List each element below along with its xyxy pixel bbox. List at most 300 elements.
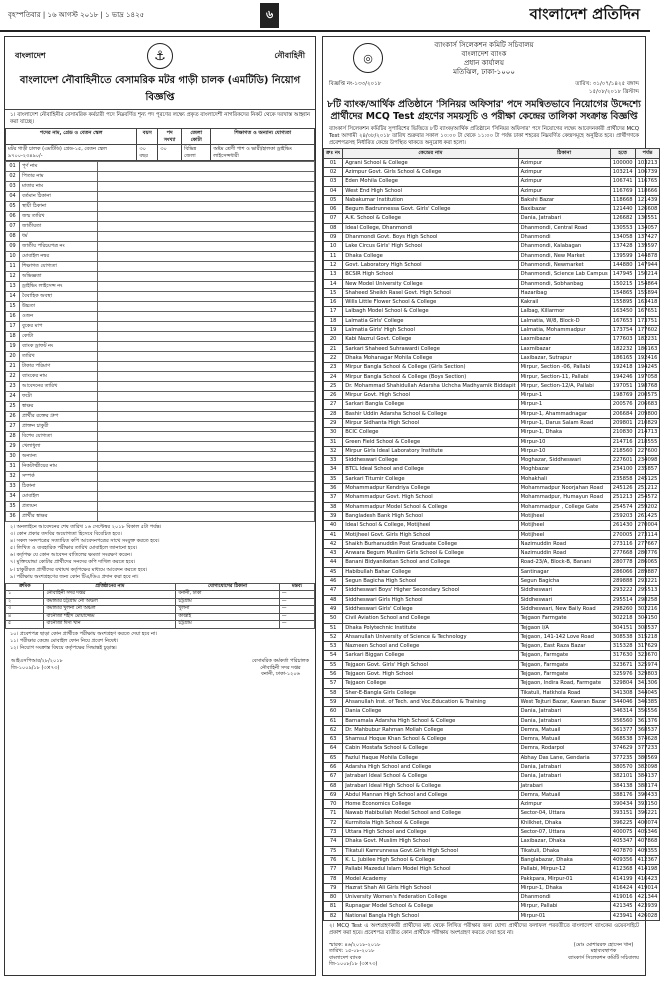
center-row: [324, 883, 660, 892]
center-row: [324, 474, 660, 483]
form-field-label: বিশেষ যোগ্যতা: [20, 432, 98, 442]
navy-emblem-icon: ⚓: [147, 43, 173, 69]
center-cell: University Women's Federation College: [343, 893, 518, 902]
bank-footer-signatory: (মোঃ মোশাররফ হোসেন খান) মহাব্যবস্থাপক ব্যাংকার্স সিলেকশন কমিটি সচিবালয়: [568, 941, 639, 961]
center-row: [324, 409, 660, 418]
center-cell: Agrani School & College: [343, 158, 518, 167]
form-field-value: [98, 482, 315, 492]
center-row: [324, 484, 660, 493]
center-cell: Motijheel Govt. Girls High School: [343, 530, 518, 539]
center-cell: Tejgaon Govt. Girls' High School: [343, 660, 518, 669]
center-row: [324, 818, 660, 827]
navy-footer: [5, 654, 315, 682]
center-row: [324, 400, 660, 409]
form-row-number: 35: [6, 502, 20, 512]
center-cell: 25: [324, 381, 343, 390]
center-cell: 400074: [635, 818, 660, 827]
center-cell: 144880: [610, 260, 635, 269]
center-cell: 197051: [610, 381, 635, 390]
center-cell: Mirpur, Section -06, Pallabi: [518, 363, 610, 372]
center-cell: 73: [324, 828, 343, 837]
center-cell: 416424: [610, 883, 635, 892]
center-cell: 144878: [635, 251, 660, 260]
form-field-value: [98, 322, 315, 332]
center-cell: 63: [324, 735, 343, 744]
center-cell: Dhanmondi: [518, 893, 610, 902]
center-cell: 31: [324, 437, 343, 446]
bank-footer-ref: স্মারক: ৪৬/২০১৮-২০১৮ তারিখ: ১৫-০৮-২০১৮ বাংলাদেশ ব্যাংক জি-১০০৮/১৮ (৩×৭৩): [329, 941, 381, 968]
center-cell: West Tejturi Bazar, Kawran Bazar: [518, 697, 610, 706]
center-cell: 368538: [610, 735, 635, 744]
form-row-number: 34: [6, 492, 20, 502]
center-row: [324, 260, 660, 269]
center-cell: 227600: [635, 446, 660, 455]
center-cell: A.K. School & College: [343, 214, 518, 223]
center-cell: BTCL Ideal School and College: [343, 465, 518, 474]
center-cell: Ideal School & College, Motijheel: [343, 521, 518, 530]
center-cell: Nabakumar Institution: [343, 195, 518, 204]
center-cell: Sher-E-Bangla Girls College: [343, 688, 518, 697]
center-cell: 65: [324, 753, 343, 762]
center-cell: Home Economics College: [343, 800, 518, 809]
office-cell: —: [279, 591, 314, 599]
center-cell: 32: [324, 446, 343, 455]
navy-ad-title: বাংলাদেশ নৌবাহিনীতে বেসামরিক মটর গাড়ী চালক (এমটিডি) নিয়োগ বিজ্ঞপ্তি: [5, 71, 315, 110]
center-cell: Sector-04, Uttara: [518, 809, 610, 818]
form-row-number: 25: [6, 402, 20, 412]
center-cell: 45: [324, 567, 343, 576]
form-field-value: [98, 412, 315, 422]
center-cell: Lalmatia Girls' College: [343, 316, 518, 325]
center-cell: 298258: [635, 595, 660, 604]
center-cell: Mohakhali: [518, 474, 610, 483]
center-cell: Khilkhet, Dhaka: [518, 818, 610, 827]
form-row: [6, 172, 315, 182]
center-cell: Nazneen School and College: [343, 642, 518, 651]
center-row: [324, 158, 660, 167]
center-cell: 377233: [635, 744, 660, 753]
center-cell: Mirpur Bangla School & College (Girls Section): [343, 363, 518, 372]
center-cell: Tejgaon College: [343, 679, 518, 688]
center-cell: 206683: [635, 400, 660, 409]
center-row: [324, 279, 660, 288]
center-cell: Dhaka Mohanagar Mohila College: [343, 353, 518, 362]
form-field-label: ঠিকানা: [20, 482, 98, 492]
center-cell: West End High School: [343, 186, 518, 195]
center-cell: 58: [324, 688, 343, 697]
memo-date: তারিখ: ৩১/০৭/১৪২৫ বঙ্গাব্দ ১৫/০৮/২০১৮ খ্রিস্টাব্দ: [575, 81, 639, 95]
center-row: [324, 456, 660, 465]
center-cell: 210830: [610, 428, 635, 437]
form-row: [6, 402, 315, 412]
center-cell: 286066: [610, 567, 635, 576]
vacancy-cell: বিভিন্ন জেলা: [182, 145, 211, 161]
note-line: ২। অনলাইনে আবেদনের শেষ তারিখ ১৬ সেপ্টেম্বর ২০১৮ বিকাল ৫টা পর্যন্ত।: [10, 524, 162, 530]
center-cell: 18: [324, 316, 343, 325]
vacancy-header: শিক্ষাগত ও অন্যান্য যোগ্যতা: [211, 129, 315, 145]
form-row-number: 01: [6, 162, 20, 172]
center-cell: 163418: [635, 298, 660, 307]
center-cell: 259202: [635, 502, 660, 511]
office-cell: বানৌজা শহীদ মোয়াজ্জেম: [44, 613, 176, 621]
center-cell: 20: [324, 335, 343, 344]
center-cell: Mohammadpur , College Gate: [518, 502, 610, 511]
form-row-number: 07: [6, 222, 20, 232]
note-line: ৩। কোন প্রকার তদবির অযোগ্যতা হিসেবে বিবেচিত হবে।: [10, 531, 122, 538]
center-cell: 59: [324, 697, 343, 706]
center-cell: 01: [324, 158, 343, 167]
form-row-number: 36: [6, 512, 20, 522]
form-row: [6, 502, 315, 512]
center-row: [324, 632, 660, 641]
center-cell: Anwara Begum Muslim Girls School & College: [343, 549, 518, 558]
form-field-value: [98, 242, 315, 252]
center-cell: Begum Badrunnessa Govt. Girls' College: [343, 205, 518, 214]
center-row: [324, 744, 660, 753]
center-cell: Pakkpara, Mirpur-01: [518, 874, 610, 883]
form-field-label: সম্পর্ক: [20, 472, 98, 482]
center-cell: 308538: [610, 632, 635, 641]
center-row: [324, 344, 660, 353]
center-cell: 325976: [610, 670, 635, 679]
form-field-label: তারিখ: [20, 352, 98, 362]
center-row: [324, 381, 660, 390]
vacancy-header: পদের নাম, গ্রেড ও বেতন স্কেল: [6, 129, 137, 145]
center-cell: Model Academy: [343, 874, 518, 883]
office-cell: ৩: [6, 606, 44, 614]
navy-footer-code: জি-১০০৯/১৮ (৩×৭৩): [11, 664, 60, 671]
center-cell: 374629: [610, 744, 635, 753]
center-cell: 377235: [610, 753, 635, 762]
center-cell: Moghbazar: [518, 465, 610, 474]
form-field-label: জাতীয় পরিচয়পত্র নং: [20, 242, 98, 252]
center-cell: 78: [324, 874, 343, 883]
center-cell: 173751: [635, 316, 660, 325]
form-field-label: শিক্ষাগত যোগ্যতা: [20, 262, 98, 272]
center-row: [324, 688, 660, 697]
center-cell: 11: [324, 251, 343, 260]
form-row: [6, 432, 315, 442]
center-cell: 126682: [610, 214, 635, 223]
form-field-value: [98, 332, 315, 342]
bangladesh-bank-logo-icon: ◎: [353, 43, 383, 73]
center-row: [324, 707, 660, 716]
form-field-label: মোবাইল নম্বর: [20, 252, 98, 262]
center-cell: 374628: [635, 735, 660, 744]
center-cell: Azimpur: [518, 800, 610, 809]
center-row: [324, 242, 660, 251]
form-row-number: 15: [6, 302, 20, 312]
form-row-number: 31: [6, 462, 20, 472]
office-row: [6, 591, 315, 599]
center-cell: Mirpur-1, Ahammadnagar: [518, 409, 610, 418]
center-cell: Dania, Jatrabari: [518, 762, 610, 771]
center-cell: 245125: [635, 474, 660, 483]
center-row: [324, 893, 660, 902]
center-cell: 24: [324, 372, 343, 381]
form-field-value: [98, 272, 315, 282]
center-cell: 368537: [635, 725, 660, 734]
center-cell: 53: [324, 642, 343, 651]
center-cell: 393151: [610, 809, 635, 818]
form-field-value: [98, 442, 315, 452]
center-cell: Motijheel: [518, 530, 610, 539]
office-row: [6, 621, 315, 629]
center-cell: 106739: [635, 167, 660, 176]
center-cell: Tejgaon, Farmgate: [518, 670, 610, 679]
center-cell: Bakshi Bazar: [518, 195, 610, 204]
center-cell: Nawab Habibullah Model School and College: [343, 809, 518, 818]
center-cell: Abdul Mannan High School and College: [343, 790, 518, 799]
note-line: ৪। সকল সনদপত্রের সত্যায়িত কপি আবেদনপত্রের সাথে সংযুক্ত করতে হবে।: [10, 538, 160, 545]
center-row: [324, 233, 660, 242]
center-cell: 414198: [635, 865, 660, 874]
center-cell: 200575: [635, 391, 660, 400]
office-header: ক্রমিক: [6, 583, 44, 591]
form-row-number: 02: [6, 172, 20, 182]
center-cell: Mirpur-01: [518, 911, 610, 920]
form-row: [6, 362, 315, 372]
office-cell: ৫: [6, 621, 44, 629]
center-cell: 07: [324, 214, 343, 223]
form-row: [6, 192, 315, 202]
center-cell: 315218: [635, 632, 660, 641]
center-cell: Dania, Jatrabari: [518, 707, 610, 716]
form-row: [6, 312, 315, 322]
center-row: [324, 353, 660, 362]
center-cell: Tikatuli Kamrunnesa Govt.Girls High School: [343, 846, 518, 855]
form-field-label: মোবাইল: [20, 492, 98, 502]
center-cell: 167651: [635, 307, 660, 316]
center-row: [324, 660, 660, 669]
center-row: [324, 697, 660, 706]
center-cell: Jatrabari: [518, 781, 610, 790]
center-cell: 214716: [610, 437, 635, 446]
center-cell: 77: [324, 865, 343, 874]
form-field-label: আবেদনের তারিখ: [20, 382, 98, 392]
center-cell: Dr. Mahbubur Rahman Mollah College: [343, 725, 518, 734]
center-cell: 254574: [610, 502, 635, 511]
form-field-value: [98, 422, 315, 432]
center-cell: 384138: [610, 781, 635, 790]
center-row: [324, 772, 660, 781]
form-field-value: [98, 192, 315, 202]
center-cell: Tejgaon Govt. High School: [343, 670, 518, 679]
center-cell: 317629: [635, 642, 660, 651]
center-cell: Siddheswari, New Baily Road: [518, 604, 610, 613]
form-field-value: [98, 252, 315, 262]
center-cell: 356560: [610, 716, 635, 725]
center-cell: 139599: [610, 251, 635, 260]
form-field-value: [98, 312, 315, 322]
center-cell: 341308: [610, 688, 635, 697]
center-cell: Kabi Nazrul Govt. College: [343, 335, 518, 344]
form-row-number: 08: [6, 232, 20, 242]
center-row: [324, 586, 660, 595]
vacancy-cell: মটর গাড়ী চালক (এমটিডি) গ্রেড-১৫, বেতন স্কেল ৯৭০০-২৩৪৯০/-: [6, 145, 137, 161]
center-cell: 76: [324, 855, 343, 864]
form-row: [6, 482, 315, 492]
center-cell: New Model University College: [343, 279, 518, 288]
vacancy-table: [5, 128, 315, 161]
center-cell: 325974: [635, 660, 660, 669]
form-field-value: [98, 202, 315, 212]
exam-notice-title: ৮টি ব্যাংক/আর্থিক প্রতিষ্ঠানে 'সিনিয়র অফিসার' পদে সমন্বিতভাবে নিয়োগের উদ্দেশ্যে প্রার্থীদের MCQ Test গ্রহণের সময়সূচি ও পরীক্ষা কেন্দ্রের তালিকা সংক্রান্ত বিজ্ঞপ্তি: [327, 99, 641, 122]
center-row: [324, 419, 660, 428]
center-cell: 130551: [635, 214, 660, 223]
bank-org-line: বাংলাদেশ ব্যাংক: [461, 50, 507, 58]
center-cell: 03: [324, 177, 343, 186]
center-cell: 315328: [610, 642, 635, 651]
center-cell: 209801: [610, 419, 635, 428]
center-cell: 251213: [610, 493, 635, 502]
org-left: বাংলাদেশ: [15, 50, 46, 60]
center-cell: Tejgaon, Indira Road, Farmgate: [518, 679, 610, 688]
center-cell: 17: [324, 307, 343, 316]
form-field-value: [98, 232, 315, 242]
form-row: [6, 512, 315, 522]
center-cell: Dhanmondi: [518, 233, 610, 242]
center-row: [324, 195, 660, 204]
form-row: [6, 232, 315, 242]
center-cell: Dhaka College: [343, 251, 518, 260]
center-cell: BCIC College: [343, 428, 518, 437]
form-field-value: [98, 302, 315, 312]
center-cell: Mirpur, Pallabi: [518, 902, 610, 911]
center-cell: K. L. Jubilee High School & College: [343, 855, 518, 864]
form-row-number: 18: [6, 332, 20, 342]
center-cell: 323671: [610, 660, 635, 669]
office-cell: চট্টগ্রাম: [176, 598, 279, 606]
center-cell: Civil Aviation School and College: [343, 614, 518, 623]
center-cell: Dhanmondi Govt. Boys High School: [343, 233, 518, 242]
form-row: [6, 322, 315, 332]
center-cell: 167653: [610, 316, 635, 325]
form-row-number: 03: [6, 182, 20, 192]
center-cell: Sarkari Titumir College: [343, 474, 518, 483]
form-field-label: মাতার নাম: [20, 182, 98, 192]
form-row: [6, 372, 315, 382]
center-row: [324, 270, 660, 279]
center-cell: Lalmatia, Mohammadpur: [518, 326, 610, 335]
center-row: [324, 511, 660, 520]
form-field-value: [98, 362, 315, 372]
center-cell: 147945: [610, 270, 635, 279]
navy-recruitment-ad: [4, 36, 316, 976]
center-cell: 409355: [635, 846, 660, 855]
center-cell: 154865: [610, 288, 635, 297]
form-field-label: স্থায়ী ঠিকানা: [20, 202, 98, 212]
form-row: [6, 212, 315, 222]
office-cell: চট্টগ্রাম: [176, 621, 279, 629]
center-cell: Dhaka Polytechnic Institute: [343, 623, 518, 632]
form-field-label: উচ্চতা: [20, 302, 98, 312]
form-field-value: [98, 212, 315, 222]
center-cell: 198768: [635, 381, 660, 390]
center-cell: Tejgaon, Farmgate: [518, 660, 610, 669]
center-cell: Pallabi, Mirpur-12: [518, 865, 610, 874]
center-cell: 289888: [610, 577, 635, 586]
center-cell: Mohammadpur Model School & College: [343, 502, 518, 511]
center-cell: 47: [324, 586, 343, 595]
form-field-label: বৈবাহিক অবস্থা: [20, 292, 98, 302]
bank-org-line: ব্যাংকার্স সিলেকশন কমিটি সচিবালয়: [434, 41, 534, 49]
form-row: [6, 252, 315, 262]
center-cell: 137427: [635, 233, 660, 242]
office-row: [6, 598, 315, 606]
center-cell: 280778: [610, 558, 635, 567]
center-row: [324, 530, 660, 539]
center-cell: 396225: [610, 818, 635, 827]
form-row-number: 12: [6, 272, 20, 282]
center-cell: 390434: [610, 800, 635, 809]
center-row: [324, 846, 660, 855]
center-cell: Mirpur Govt. High School: [343, 391, 518, 400]
center-cell: 155894: [635, 288, 660, 297]
center-cell: 197058: [635, 372, 660, 381]
center-cell: 323670: [635, 651, 660, 660]
center-cell: Lalbag, Killarmor: [518, 307, 610, 316]
center-cell: 48: [324, 595, 343, 604]
center-cell: 13: [324, 270, 343, 279]
center-row: [324, 809, 660, 818]
form-field-value: [98, 372, 315, 382]
center-cell: 04: [324, 186, 343, 195]
center-cell: Bashir Uddin Adarsha School & College: [343, 409, 518, 418]
center-cell: Bangladesh Bank High School: [343, 511, 518, 520]
center-cell: 155895: [610, 298, 635, 307]
bank-exam-notice: [322, 36, 658, 976]
center-row: [324, 502, 660, 511]
center-cell: Mirpur-1, Dhaka: [518, 428, 610, 437]
form-row: [6, 332, 315, 342]
form-field-value: [98, 262, 315, 272]
form-field-value: [98, 222, 315, 232]
center-cell: 177603: [610, 335, 635, 344]
form-field-label: বুকের মাপ: [20, 322, 98, 332]
center-cell: Shaikh Burhanuddin Post Graduate College: [343, 539, 518, 548]
center-cell: 56: [324, 670, 343, 679]
center-cell: 304150: [635, 614, 660, 623]
form-row-number: 20: [6, 352, 20, 362]
form-row: [6, 382, 315, 392]
center-cell: 27: [324, 400, 343, 409]
center-cell: 186165: [610, 353, 635, 362]
navy-org-header: [5, 37, 315, 71]
office-cell: বনানী, ঢাকা: [176, 591, 279, 599]
center-cell: Lalmatia Girls' High School: [343, 326, 518, 335]
center-cell: 150214: [635, 270, 660, 279]
center-cell: Rupnagar Model School & College: [343, 902, 518, 911]
center-cell: 235857: [635, 465, 660, 474]
center-cell: 44: [324, 558, 343, 567]
form-row: [6, 262, 315, 272]
center-cell: Baxibazar: [518, 205, 610, 214]
office-cell: ১: [6, 591, 44, 599]
center-cell: 200576: [610, 400, 635, 409]
navy-more-notes: [5, 629, 315, 654]
form-row-number: 17: [6, 322, 20, 332]
center-cell: Tejgaon I/A: [518, 623, 610, 632]
center-cell: National Bangla High School: [343, 911, 518, 920]
center-cell: Dhanmondi, Sobhanbag: [518, 279, 610, 288]
center-cell: 34: [324, 465, 343, 474]
bank-org-header: [323, 37, 645, 77]
center-cell: 55: [324, 660, 343, 669]
center-cell: 100000: [610, 158, 635, 167]
center-cell: 405347: [610, 837, 635, 846]
center-cell: Lalbagh Model School & College: [343, 307, 518, 316]
